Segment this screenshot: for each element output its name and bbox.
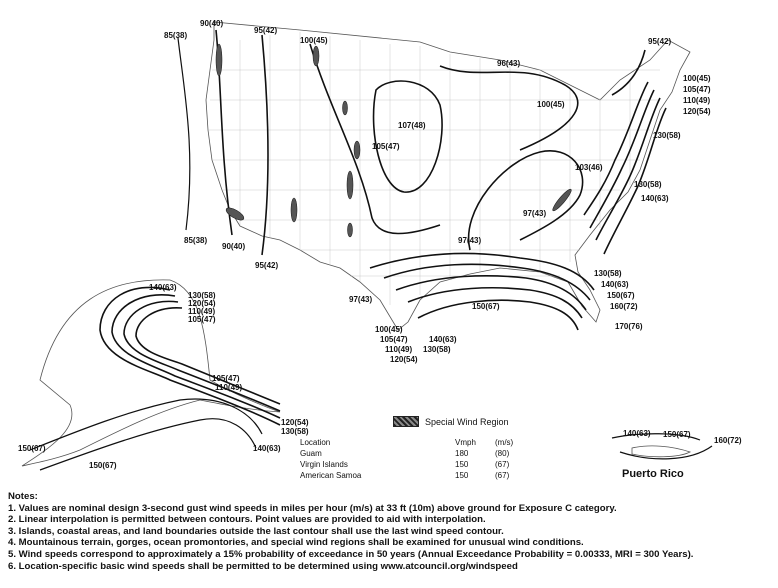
label-97-mid: 97(43) xyxy=(458,236,482,245)
label-90-top: 90(40) xyxy=(200,19,224,28)
label-gulf-150: 150(67) xyxy=(472,302,500,311)
note-item: 1. Values are nominal design 3-second gust wind speeds in miles per hour (m/s) at 33 ft (10m) above ground for Exposure C category. xyxy=(8,502,617,514)
label-fl-130: 130(58) xyxy=(594,269,622,278)
label-ak-120: 120(54) xyxy=(188,299,216,308)
label-ne-100: 100(45) xyxy=(683,74,711,83)
label-ak-105b: 105(47) xyxy=(212,374,240,383)
note-item: 2. Linear interpolation is permitted between contours. Point values are provided to aid with interpolation. xyxy=(8,514,486,526)
contour-85 xyxy=(178,38,190,230)
label-100-top: 100(45) xyxy=(300,36,328,45)
label-ak-105: 105(47) xyxy=(188,315,216,324)
table-row xyxy=(300,459,513,470)
label-tx-140: 140(63) xyxy=(429,335,457,344)
label-100-mid: 100(45) xyxy=(537,100,565,109)
location-name: Guam xyxy=(300,449,322,458)
label-tx-110: 110(49) xyxy=(385,345,413,354)
location-vmph: 150 xyxy=(455,471,469,480)
label-ak-110: 110(49) xyxy=(188,307,216,316)
label-95-top: 95(42) xyxy=(254,26,278,35)
label-se-130: 130(58) xyxy=(634,180,662,189)
label-97-app: 97(43) xyxy=(523,209,547,218)
label-96: 96(43) xyxy=(497,59,521,68)
location-name: Virgin Islands xyxy=(300,460,348,469)
note-item: 5. Wind speeds correspond to approximately a 15% probability of exceedance in 50 years (Annual Exceedance Probability = 0.00333, MRI = 300 Years). xyxy=(8,548,694,560)
label-ne-130: 130(58) xyxy=(653,131,681,140)
table-row xyxy=(300,448,513,459)
header-vmph: Vmph xyxy=(455,438,476,447)
label-pr-160: 160(72) xyxy=(714,436,742,445)
label-95-bot: 95(42) xyxy=(255,261,279,270)
label-ak-130b: 130(58) xyxy=(281,427,309,436)
notes-section xyxy=(8,491,773,572)
location-ms: (80) xyxy=(495,449,510,458)
label-fl-170: 170(76) xyxy=(615,322,643,331)
label-tx-105: 105(47) xyxy=(380,335,408,344)
label-ak-130: 130(58) xyxy=(188,291,216,300)
location-vmph: 150 xyxy=(455,460,469,469)
location-ms: (67) xyxy=(495,471,510,480)
location-vmph: 180 xyxy=(455,449,469,458)
label-fl-140: 140(63) xyxy=(601,280,629,289)
label-ak-120b: 120(54) xyxy=(281,418,309,427)
label-85-top: 85(38) xyxy=(164,31,188,40)
location-ms: (67) xyxy=(495,460,510,469)
label-pr-150: 150(67) xyxy=(663,430,691,439)
hatch-swatch-icon xyxy=(393,416,419,427)
location-table xyxy=(300,437,513,481)
header-location: Location xyxy=(300,438,331,447)
note-item: 4. Mountainous terrain, gorges, ocean promontories, and special wind regions shall be examined for unusual wind conditions. xyxy=(8,537,584,549)
location-name: American Samoa xyxy=(300,471,362,480)
note-item: 3. Islands, coastal areas, and land boundaries outside the last contour shall use the last wind speed contour. xyxy=(8,525,504,537)
label-ne-110: 110(49) xyxy=(683,96,711,105)
note-item: 6. Location-specific basic wind speeds shall be permitted to be determined using www.atcouncil.org/windspeed xyxy=(8,560,518,572)
location-table-header xyxy=(300,437,513,448)
label-ak-140: 140(63) xyxy=(149,283,177,292)
label-se-140: 140(63) xyxy=(641,194,669,203)
special-wind-region-label: Special Wind Region xyxy=(425,416,509,427)
label-95-ne: 95(42) xyxy=(648,37,672,46)
label-fl-150: 150(67) xyxy=(607,291,635,300)
header-ms: (m/s) xyxy=(495,438,514,447)
label-105-mid: 105(47) xyxy=(372,142,400,151)
label-tx-100: 100(45) xyxy=(375,325,403,334)
label-pr-140: 140(63) xyxy=(623,429,651,438)
label-tx-130: 130(58) xyxy=(423,345,451,354)
label-ne-105: 105(47) xyxy=(683,85,711,94)
label-85-bot: 85(38) xyxy=(184,236,208,245)
label-ak-140b: 140(63) xyxy=(253,444,281,453)
puerto-rico-label: Puerto Rico xyxy=(622,468,684,480)
label-103: 103(46) xyxy=(575,163,603,172)
puerto-rico-outline xyxy=(632,446,690,457)
table-row xyxy=(300,470,513,481)
label-ak-150a: 150(67) xyxy=(18,444,46,453)
label-90-bot: 90(40) xyxy=(222,242,246,251)
label-tx-120: 120(54) xyxy=(390,355,418,364)
special-wind-region-legend xyxy=(393,416,509,427)
label-107: 107(48) xyxy=(398,121,426,130)
label-fl-160: 160(72) xyxy=(610,302,638,311)
label-ak-150b: 150(67) xyxy=(89,461,117,470)
label-ne-120: 120(54) xyxy=(683,107,711,116)
notes-title: Notes: xyxy=(8,491,38,502)
label-97-tx: 97(43) xyxy=(349,295,373,304)
label-ak-110b: 110(49) xyxy=(215,383,243,392)
